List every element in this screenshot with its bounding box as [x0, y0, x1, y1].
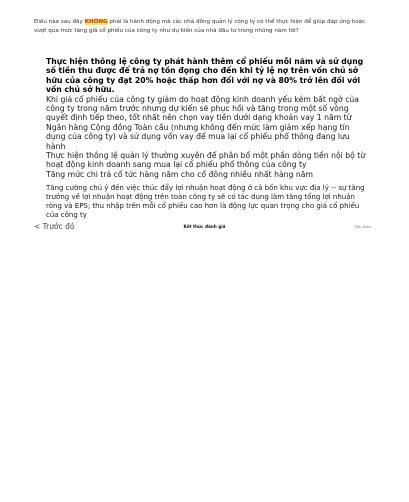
previous-button[interactable]: < Trước đó	[34, 222, 75, 231]
next-button[interactable]: Tiếp theo	[354, 225, 371, 229]
answer-option-4[interactable]: Tăng mức chi trả cổ tức hàng năm cho cổ đông nhiều nhất hàng năm	[46, 169, 313, 179]
answer-options	[46, 57, 368, 219]
finish-assessment-button[interactable]: Kết thúc đánh giá	[183, 224, 226, 229]
question-highlight: KHÔNG	[84, 19, 108, 25]
question-text-after: phải là hành động mà các nhà đồng quản lý công ty có thể thực hiện để giúp đáp ứng hoặc vượt qua mức tăng giá cổ phiếu của công ty như dự kiến của nhà đầu tư trong những năm tới?	[34, 19, 366, 34]
answer-option-5[interactable]: Tăng cường chú ý đến việc thúc đẩy lợi nhuận hoạt động ở cả bốn khu vực địa lý -- sự tăng trưởng về lợi nhuận hoạt động trên toàn công ty sẽ có tác dụng làm tăng tổng lợi nhuận ròng và EPS; thu nhập trên mỗi cổ phiếu cao hơn là động lực quan trọng cho giá cổ phiếu của công ty	[46, 184, 365, 219]
answer-option-3[interactable]: Thực hiện thông lệ quản lý thường xuyên để phân bổ một phần dòng tiền nội bộ từ hoạt động kinh doanh sang mua lại cổ phiếu phổ thông của công ty	[46, 151, 366, 170]
question-text-before: Điều nào sau đây	[34, 19, 85, 25]
question-text	[34, 18, 374, 36]
answer-option-2[interactable]: Khi giá cổ phiếu của công ty giảm do hoạt động kinh doanh yếu kém bất ngờ của công ty trong năm trước nhưng dự kiến sẽ phục hồi và tăng trong một số vòng quyết định tiếp theo, tốt nhất nên chọn vay tiền dưới dạng khoản vay 1 năm từ Ngân hàng Cộng đồng Toàn cầu (nhưng không đến mức làm giảm xếp hạng tín dụng của công ty) và sử dụng vốn vay để mua lại cổ phiếu phổ thông đang lưu hành	[46, 94, 360, 151]
answer-option-1[interactable]: Thực hiện thông lệ công ty phát hành thêm cổ phiếu mỗi năm và sử dụng số tiền thu được để trả nợ tồn đọng cho đến khi tỷ lệ nợ trên vốn chủ sở hữu của công ty đạt 20% hoặc thấp hơn đối với nợ và 80% trở lên đối với vốn chủ sở hữu.	[46, 57, 364, 95]
